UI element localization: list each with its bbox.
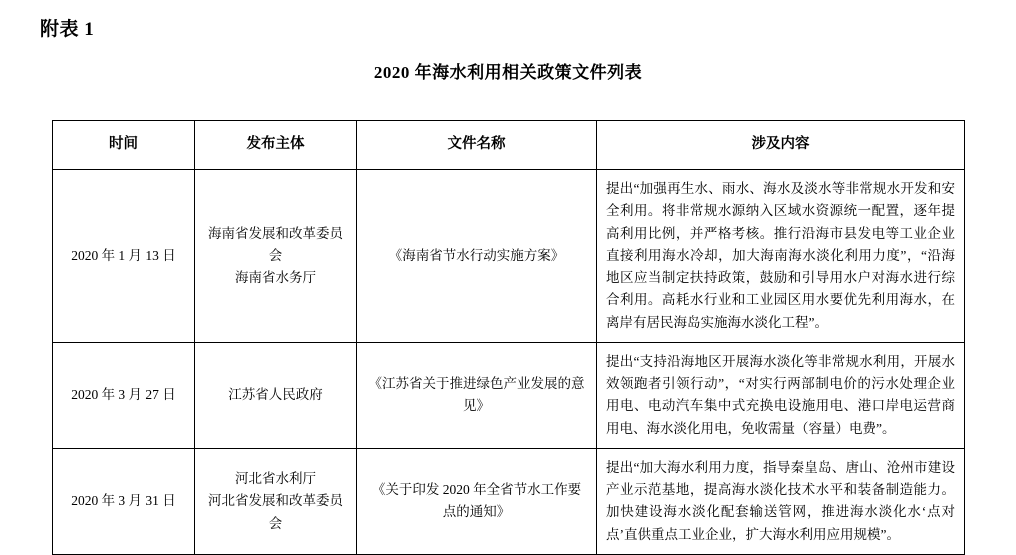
column-header-time: 时间	[53, 121, 195, 170]
issuer-line-1: 海南省发展和改革委员会	[208, 225, 343, 263]
cell-content: 提出“加强再生水、雨水、海水及淡水等非常规水开发和安全利用。将非常规水源纳入区域水资源统一配置，逐年提高利用比例，并严格考核。推行沿海市县发电等工业企业直接利用海水冷却，加大海南海水淡化利用力度”，“沿海地区应当制定扶持政策，鼓励和引导用水户对海水进行综合利用。高耗水行业和工业园区用水要优先利用海水，在离岸有居民海岛实施海水淡化工程”。	[597, 170, 965, 343]
issuer-line-1: 江苏省人民政府	[228, 387, 323, 403]
issuer-line-2: 海南省水务厅	[235, 270, 316, 286]
column-header-issuer: 发布主体	[195, 121, 357, 170]
cell-content: 提出“加大海水利用力度，指导秦皇岛、唐山、沧州市建设产业示范基地，提高海水淡化技术水平和装备制造能力。加快建设海水淡化配套输送管网，推进海水淡化水‘点对点’直供重点工业企业，扩大海水利用应用规模”。	[597, 448, 965, 554]
cell-time: 2020 年 3 月 27 日	[53, 342, 195, 448]
cell-document: 《关于印发 2020 年全省节水工作要点的通知》	[357, 448, 597, 554]
cell-time: 2020 年 3 月 31 日	[53, 448, 195, 554]
appendix-label: 附表 1	[40, 19, 95, 40]
column-header-content: 涉及内容	[597, 121, 965, 170]
cell-issuer	[195, 342, 357, 448]
cell-issuer	[195, 170, 357, 343]
cell-time: 2020 年 1 月 13 日	[53, 170, 195, 343]
table-row	[53, 448, 965, 554]
page-title: 2020 年海水利用相关政策文件列表	[373, 63, 643, 82]
column-header-document: 文件名称	[357, 121, 597, 170]
issuer-line-1: 河北省水利厅	[235, 471, 316, 487]
policy-table	[52, 120, 965, 555]
cell-content: 提出“支持沿海地区开展海水淡化等非常规水利用，开展水效领跑者引领行动”，“对实行两部制电价的污水处理企业用电、电动汽车集中式充换电设施用电、港口岸电运营商用电、海水淡化用电，免收需量（容量）电费”。	[597, 342, 965, 448]
cell-issuer	[195, 448, 357, 554]
table-row	[53, 342, 965, 448]
table-row	[53, 170, 965, 343]
issuer-line-2: 河北省发展和改革委员会	[208, 493, 343, 531]
cell-document: 《江苏省关于推进绿色产业发展的意见》	[357, 342, 597, 448]
table-header-row	[53, 121, 965, 170]
cell-document: 《海南省节水行动实施方案》	[357, 170, 597, 343]
